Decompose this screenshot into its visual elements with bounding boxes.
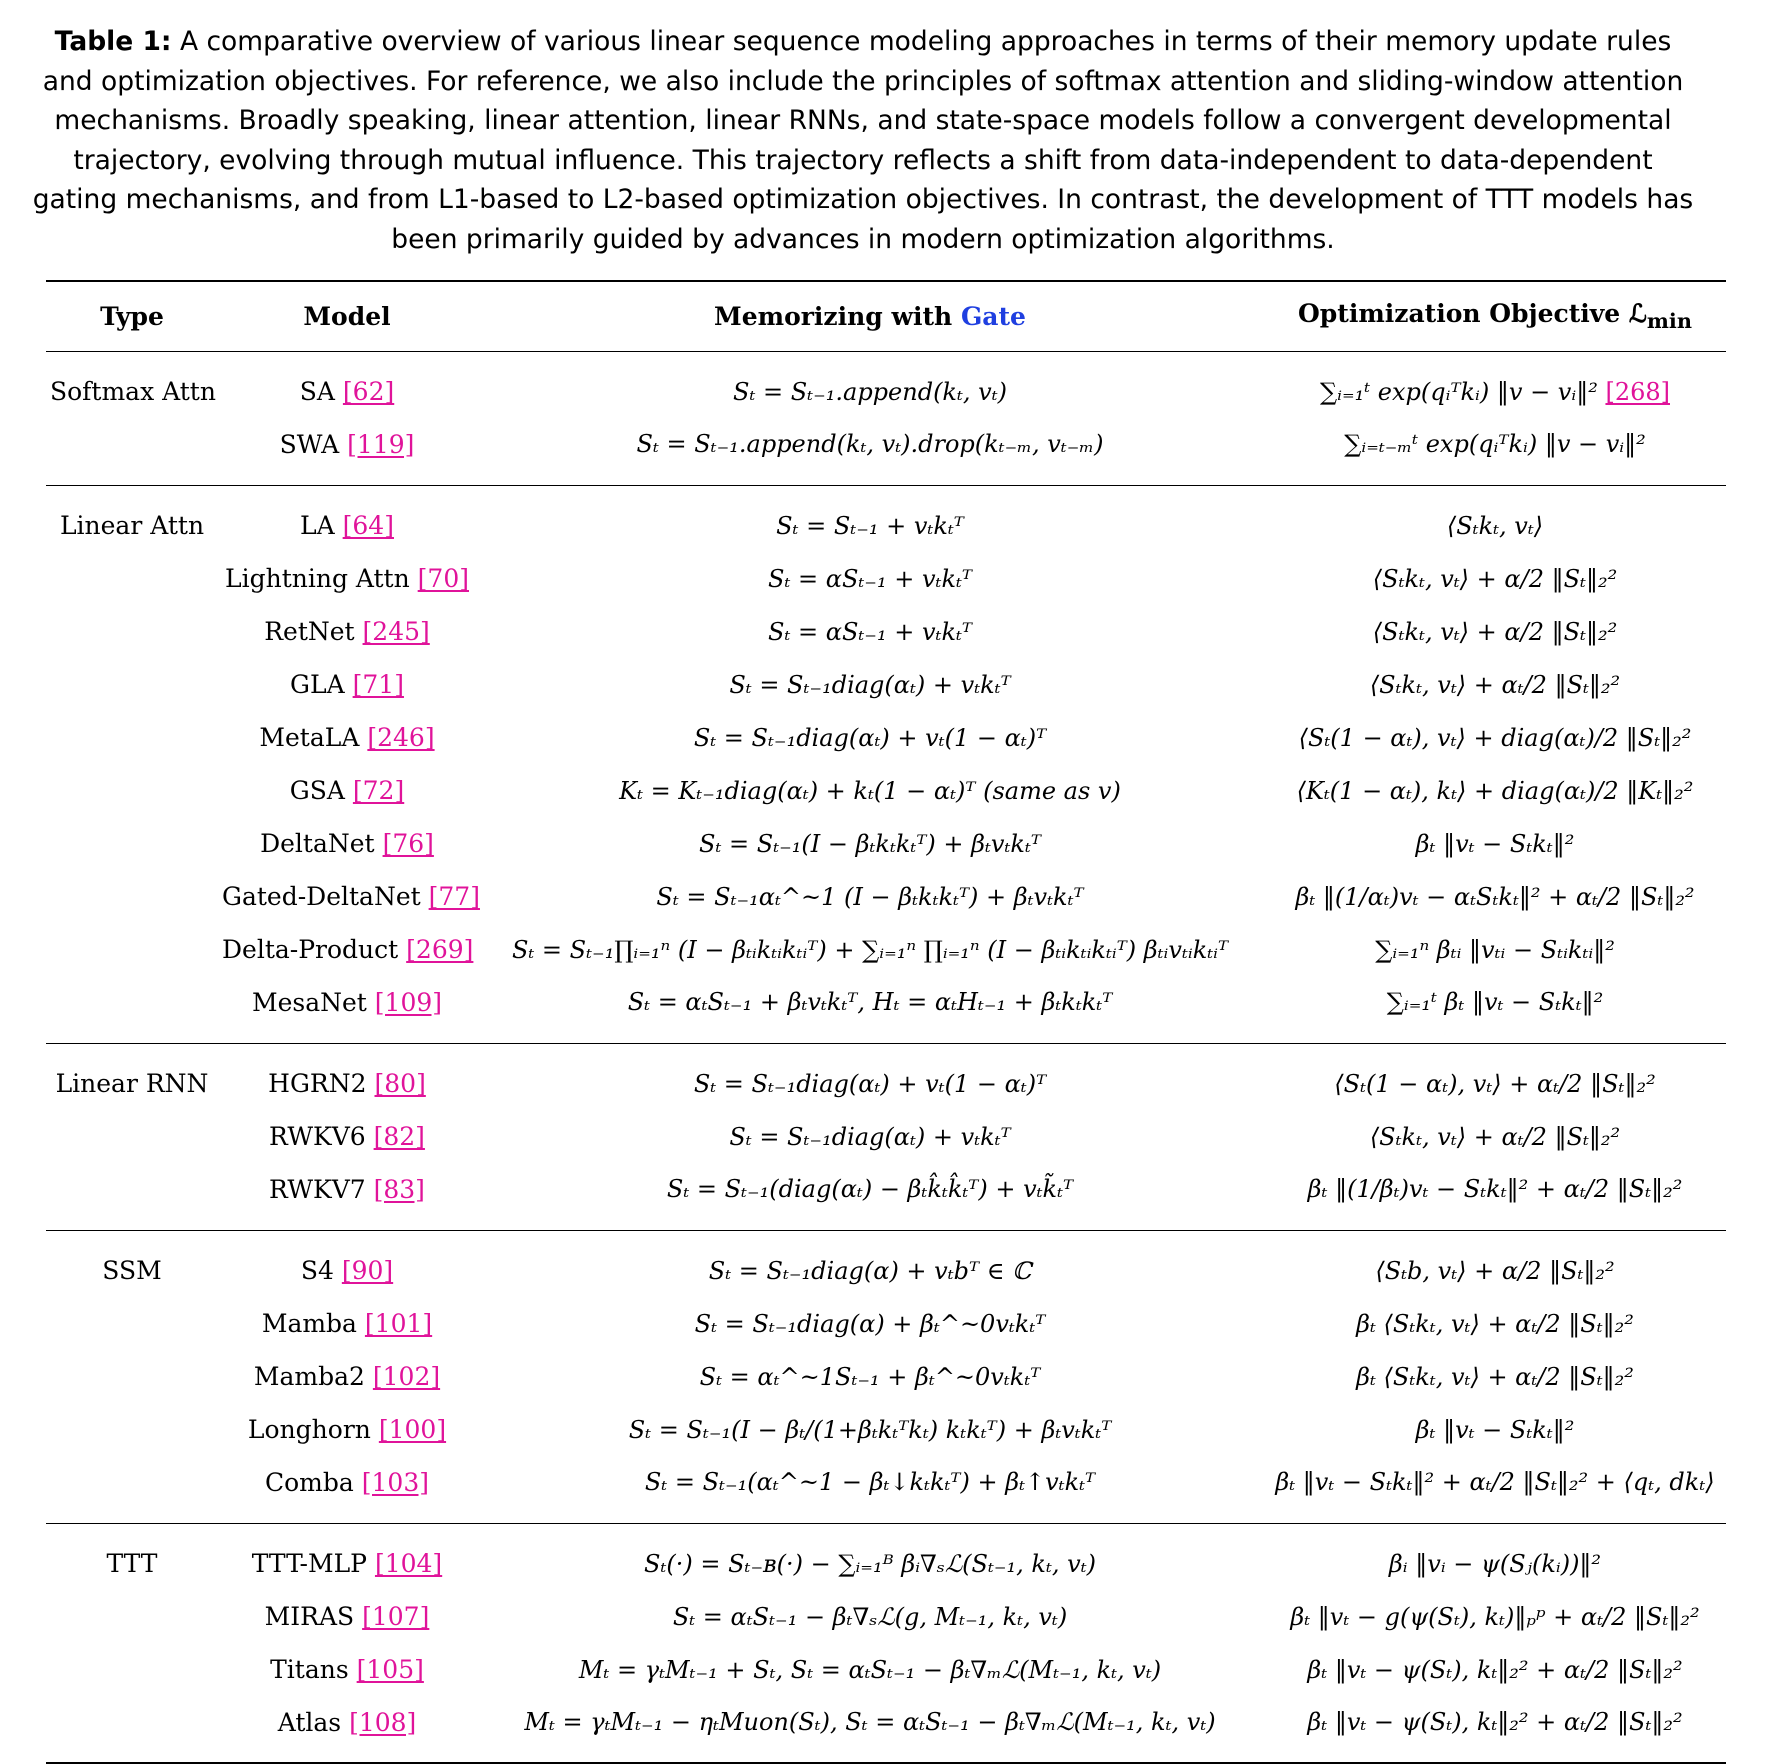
cell-type bbox=[46, 711, 218, 764]
objective-formula: ⟨Sₜkₜ, vₜ⟩ + α/2 ‖Sₜ‖₂² bbox=[1372, 617, 1618, 646]
cell-type bbox=[46, 870, 218, 923]
citation-link[interactable]: [62] bbox=[342, 377, 395, 407]
cell-memory-update: Sₜ = αSₜ₋₁ + vₜkₜᵀ bbox=[768, 617, 972, 646]
table-row bbox=[46, 351, 1726, 418]
cell-memory-update: Sₜ = Sₜ₋₁diag(αₜ) + vₜkₜᵀ bbox=[729, 670, 1011, 699]
objective-formula: βₜ ‖vₜ − Sₜkₜ‖² + αₜ/2 ‖Sₜ‖₂² + ⟨qₜ, dkₜ⟩ bbox=[1275, 1468, 1715, 1497]
cell-model bbox=[218, 485, 476, 552]
cell-objective bbox=[1264, 605, 1726, 658]
cell-objective bbox=[1264, 870, 1726, 923]
cell-type bbox=[46, 1350, 218, 1403]
citation-link[interactable]: [119] bbox=[347, 429, 415, 459]
table-row bbox=[46, 1110, 1726, 1163]
objective-formula: βₜ ‖vₜ − ψ(Sₜ), kₜ‖₂² + αₜ/2 ‖Sₜ‖₂² bbox=[1307, 1655, 1683, 1684]
citation-link[interactable]: [105] bbox=[356, 1655, 424, 1684]
objective-formula: ∑ᵢ₌₁ᵗ βₜ ‖vₜ − Sₜkₜ‖² bbox=[1386, 988, 1604, 1017]
cell-objective bbox=[1264, 552, 1726, 605]
header-objective-sub: min bbox=[1646, 308, 1692, 334]
cell-type bbox=[46, 418, 218, 485]
table-row bbox=[46, 658, 1726, 711]
citation-link[interactable]: [70] bbox=[417, 564, 469, 593]
cell-model bbox=[218, 418, 476, 485]
cell-objective bbox=[1264, 1163, 1726, 1230]
cell-model bbox=[218, 1163, 476, 1230]
cell-memory-update: Mₜ = γₜMₜ₋₁ + Sₜ, Sₜ = αₜSₜ₋₁ − βₜ∇ₘℒ(Mₜ₋₁, kₜ, vₜ) bbox=[578, 1655, 1162, 1684]
cell-objective bbox=[1264, 976, 1726, 1043]
objective-formula: ⟨Sₜ(1 − αₜ), vₜ⟩ + diag(αₜ)/2 ‖Sₜ‖₂² bbox=[1298, 723, 1692, 752]
model-name: Longhorn bbox=[247, 1415, 371, 1444]
objective-formula: ⟨Sₜb, vₜ⟩ + α/2 ‖Sₜ‖₂² bbox=[1375, 1256, 1615, 1285]
cell-objective bbox=[1264, 1350, 1726, 1403]
cell-model bbox=[218, 1403, 476, 1456]
model-name: HGRN2 bbox=[268, 1069, 367, 1099]
objective-formula: ⟨Kₜ(1 − αₜ), kₜ⟩ + diag(αₜ)/2 ‖Kₜ‖₂² bbox=[1296, 776, 1694, 805]
citation-link[interactable]: [77] bbox=[428, 882, 480, 911]
citation-link[interactable]: [245] bbox=[362, 617, 430, 646]
objective-formula: ⟨Sₜkₜ, vₜ⟩ + αₜ/2 ‖Sₜ‖₂² bbox=[1369, 670, 1621, 699]
table-row bbox=[46, 870, 1726, 923]
table-row bbox=[46, 1043, 1726, 1110]
cell-type bbox=[46, 1297, 218, 1350]
cell-memory-update: Sₜ = αₜSₜ₋₁ + βₜvₜkₜᵀ, Hₜ = αₜHₜ₋₁ + βₜkₜkₜᵀ bbox=[627, 988, 1113, 1017]
model-name: S4 bbox=[300, 1256, 334, 1286]
cell-objective bbox=[1264, 817, 1726, 870]
cell-model bbox=[218, 764, 476, 817]
cell-objective bbox=[1264, 1110, 1726, 1163]
cell-objective bbox=[1264, 1297, 1726, 1350]
objective-formula: βₜ ‖vₜ − Sₜkₜ‖² bbox=[1415, 829, 1575, 858]
cell-memory-update: Sₜ = Sₜ₋₁diag(α) + βₜ^~0vₜkₜᵀ bbox=[694, 1309, 1046, 1338]
cell-type bbox=[46, 1590, 218, 1643]
model-name: Mamba bbox=[261, 1309, 357, 1338]
table-row bbox=[46, 1456, 1726, 1523]
cell-model bbox=[218, 976, 476, 1043]
header-type: Type bbox=[46, 281, 218, 351]
cell-objective bbox=[1264, 1456, 1726, 1523]
cell-type bbox=[46, 1403, 218, 1456]
citation-link[interactable]: [71] bbox=[352, 670, 404, 699]
cell-objective bbox=[1264, 1230, 1726, 1297]
cell-model bbox=[218, 552, 476, 605]
citation-link[interactable]: [72] bbox=[352, 776, 405, 805]
header-memorizing-label: Memorizing with bbox=[714, 301, 953, 331]
objective-formula: ∑ᵢ₌ₜ₋ₘᵗ exp(qᵢᵀkᵢ) ‖v − vᵢ‖² bbox=[1344, 430, 1646, 459]
cell-memory-update: Sₜ = Sₜ₋₁.append(kₜ, vₜ).drop(kₜ₋ₘ, vₜ₋ₘ) bbox=[636, 430, 1104, 459]
cell-model bbox=[218, 1297, 476, 1350]
model-name: LA bbox=[300, 511, 335, 541]
model-name: MesaNet bbox=[251, 987, 367, 1017]
table-row bbox=[46, 1163, 1726, 1230]
table-header-row bbox=[46, 281, 1726, 351]
model-name: Titans bbox=[270, 1655, 349, 1684]
table-row bbox=[46, 605, 1726, 658]
model-name: DeltaNet bbox=[260, 829, 375, 858]
model-name: SA bbox=[299, 377, 335, 407]
cell-model bbox=[218, 1110, 476, 1163]
table-row bbox=[46, 485, 1726, 552]
citation-link[interactable]: [101] bbox=[364, 1309, 433, 1338]
objective-formula: ∑ᵢ₌₁ᵗ exp(qᵢᵀkᵢ) ‖v − vᵢ‖² bbox=[1319, 377, 1598, 406]
model-name: GSA bbox=[289, 776, 345, 805]
cell-model bbox=[218, 1643, 476, 1696]
cell-memory-update: Sₜ = αSₜ₋₁ + vₜkₜᵀ bbox=[768, 564, 972, 593]
header-memorizing bbox=[476, 281, 1264, 351]
cell-type bbox=[46, 658, 218, 711]
cell-type bbox=[46, 976, 218, 1043]
cell-type bbox=[46, 1643, 218, 1696]
cell-type bbox=[46, 764, 218, 817]
cell-model bbox=[218, 1456, 476, 1523]
citation-link[interactable]: [80] bbox=[374, 1069, 426, 1099]
header-objective bbox=[1264, 281, 1726, 351]
citation-link[interactable]: [246] bbox=[367, 723, 435, 752]
objective-formula: βₜ ‖(1/αₜ)vₜ − αₜSₜkₜ‖² + αₜ/2 ‖Sₜ‖₂² bbox=[1295, 882, 1695, 911]
citation-link[interactable]: [64] bbox=[342, 511, 394, 541]
model-name: Comba bbox=[265, 1467, 354, 1497]
cell-type: Softmax Attn bbox=[50, 377, 216, 407]
cell-memory-update: Sₜ = Sₜ₋₁αₜ^~1 (I − βₜkₜkₜᵀ) + βₜvₜkₜᵀ bbox=[656, 882, 1084, 911]
objective-formula: ⟨Sₜ(1 − αₜ), vₜ⟩ + αₜ/2 ‖Sₜ‖₂² bbox=[1334, 1069, 1656, 1098]
cell-model bbox=[218, 1230, 476, 1297]
model-name: Mamba2 bbox=[253, 1362, 365, 1391]
cell-model bbox=[218, 870, 480, 923]
table-row bbox=[46, 976, 1726, 1043]
cell-model bbox=[218, 351, 476, 418]
cell-objective bbox=[1264, 485, 1726, 552]
table-row bbox=[46, 923, 1726, 976]
table-caption bbox=[28, 22, 1698, 259]
citation-link[interactable]: [82] bbox=[373, 1122, 425, 1151]
table-row bbox=[46, 418, 1726, 485]
cell-type bbox=[46, 1163, 218, 1230]
citation-link[interactable]: [83] bbox=[373, 1174, 425, 1204]
cell-type: Linear Attn bbox=[59, 511, 205, 541]
citation-link[interactable]: [90] bbox=[341, 1256, 394, 1286]
cell-memory-update: Sₜ = Sₜ₋₁diag(αₜ) + vₜkₜᵀ bbox=[729, 1122, 1011, 1151]
cell-objective bbox=[1264, 764, 1726, 817]
objective-formula: βₜ ‖(1/βₜ)vₜ − Sₜkₜ‖² + αₜ/2 ‖Sₜ‖₂² bbox=[1307, 1175, 1683, 1204]
objective-formula: βₜ ⟨Sₜkₜ, vₜ⟩ + αₜ/2 ‖Sₜ‖₂² bbox=[1356, 1309, 1634, 1338]
header-gate-word: Gate bbox=[960, 301, 1026, 331]
cell-memory-update: Sₜ = Sₜ₋₁(I − βₜ/(1+βₜkₜᵀkₜ) kₜkₜᵀ) + βₜvₜkₜᵀ bbox=[628, 1415, 1112, 1444]
group-linear-rnn bbox=[46, 1043, 1726, 1230]
table-row bbox=[46, 1590, 1726, 1643]
objective-formula: ⟨Sₜkₜ, vₜ⟩ + α/2 ‖Sₜ‖₂² bbox=[1372, 564, 1618, 593]
citation-link[interactable]: [107] bbox=[362, 1602, 430, 1631]
caption-label: Table 1: bbox=[54, 26, 172, 57]
cell-objective bbox=[1264, 1523, 1726, 1590]
cell-memory-update: Sₜ = Sₜ₋₁diag(αₜ) + vₜ(1 − αₜ)ᵀ bbox=[693, 1069, 1047, 1098]
cell-objective bbox=[1264, 1043, 1726, 1110]
citation-link[interactable]: [108] bbox=[349, 1707, 417, 1737]
cell-model bbox=[218, 923, 476, 976]
cell-model bbox=[218, 605, 476, 658]
cell-type bbox=[46, 1110, 218, 1163]
model-name: Atlas bbox=[277, 1707, 342, 1737]
cell-type: TTT bbox=[106, 1549, 158, 1579]
header-objective-label: Optimization Objective ℒ bbox=[1298, 299, 1647, 329]
table-row bbox=[46, 552, 1726, 605]
table-row bbox=[46, 1403, 1726, 1456]
cell-type bbox=[46, 605, 218, 658]
cell-memory-update: Sₜ(·) = Sₜ₋ʙ(·) − ∑ᵢ₌₁ᴮ βᵢ∇ₛℒ(Sₜ₋₁, kₜ, vₜ) bbox=[644, 1549, 1096, 1578]
table-row bbox=[46, 1350, 1726, 1403]
model-name: MIRAS bbox=[264, 1602, 355, 1631]
table-row bbox=[46, 1230, 1726, 1297]
cell-memory-update: Sₜ = αₜSₜ₋₁ − βₜ∇ₛℒ(g, Mₜ₋₁, kₜ, vₜ) bbox=[672, 1602, 1068, 1631]
citation-link[interactable]: [104] bbox=[374, 1549, 443, 1579]
model-name: RWKV7 bbox=[269, 1174, 366, 1204]
model-name: TTT-MLP bbox=[251, 1549, 367, 1579]
citation-link[interactable]: [76] bbox=[382, 829, 434, 858]
table-row bbox=[46, 817, 1726, 870]
cell-model bbox=[218, 711, 476, 764]
cell-objective bbox=[1264, 418, 1726, 485]
cell-model bbox=[218, 658, 476, 711]
citation-link[interactable]: [102] bbox=[372, 1362, 441, 1391]
cell-model bbox=[218, 1523, 476, 1590]
citation-link[interactable]: [103] bbox=[361, 1467, 429, 1497]
group-ttt bbox=[46, 1523, 1726, 1763]
citation-link[interactable]: [268] bbox=[1605, 377, 1670, 406]
table-row bbox=[46, 764, 1726, 817]
objective-formula: βₜ ‖vₜ − g(ψ(Sₜ), kₜ)‖ₚᵖ + αₜ/2 ‖Sₜ‖₂² bbox=[1290, 1602, 1700, 1631]
model-name: SWA bbox=[279, 429, 340, 459]
citation-link[interactable]: [269] bbox=[406, 935, 474, 964]
model-name: Delta-Product bbox=[222, 935, 399, 964]
cell-memory-update: Sₜ = Sₜ₋₁ + vₜkₜᵀ bbox=[776, 511, 964, 540]
cell-type: SSM bbox=[102, 1256, 162, 1286]
cell-type: Linear RNN bbox=[55, 1069, 209, 1099]
model-name: RWKV6 bbox=[269, 1122, 366, 1151]
cell-memory-update: Sₜ = Sₜ₋₁diag(αₜ) + vₜ(1 − αₜ)ᵀ bbox=[693, 723, 1047, 752]
model-name: GLA bbox=[290, 670, 345, 699]
objective-formula: βᵢ ‖vᵢ − ψ(Sⱼ(kᵢ))‖² bbox=[1388, 1549, 1602, 1578]
objective-formula: ∑ᵢ₌₁ⁿ βₜᵢ ‖vₜᵢ − Sₜᵢkₜᵢ‖² bbox=[1375, 935, 1615, 964]
cell-type bbox=[46, 1456, 218, 1523]
model-name: RetNet bbox=[264, 617, 355, 646]
table-row bbox=[46, 1643, 1726, 1696]
cell-memory-update: Kₜ = Kₜ₋₁diag(αₜ) + kₜ(1 − αₜ)ᵀ (same as v) bbox=[619, 776, 1121, 805]
citation-link[interactable]: [100] bbox=[378, 1415, 447, 1444]
objective-formula: βₜ ‖vₜ − ψ(Sₜ), kₜ‖₂² + αₜ/2 ‖Sₜ‖₂² bbox=[1307, 1708, 1683, 1736]
model-name: MetaLA bbox=[259, 723, 360, 752]
cell-type bbox=[46, 552, 218, 605]
group-ssm bbox=[46, 1230, 1726, 1523]
cell-model bbox=[218, 1590, 476, 1643]
table-row bbox=[46, 711, 1726, 764]
cell-memory-update: Sₜ = Sₜ₋₁(αₜ^~1 − βₜ↓kₜkₜᵀ) + βₜ↑vₜkₜᵀ bbox=[644, 1468, 1096, 1497]
comparison-table bbox=[46, 280, 1726, 1764]
model-name: Lightning Attn bbox=[225, 564, 410, 593]
cell-memory-update: Sₜ = αₜ^~1Sₜ₋₁ + βₜ^~0vₜkₜᵀ bbox=[699, 1362, 1041, 1391]
header-model: Model bbox=[218, 281, 476, 351]
cell-objective bbox=[1264, 1403, 1726, 1456]
citation-link[interactable]: [109] bbox=[374, 987, 443, 1017]
cell-objective bbox=[1264, 923, 1726, 976]
group-softmax-attn bbox=[46, 351, 1726, 485]
model-name: Gated-DeltaNet bbox=[222, 882, 421, 911]
cell-memory-update: Mₜ = γₜMₜ₋₁ − ηₜMuon(Sₜ), Sₜ = αₜSₜ₋₁ − βₜ∇ₘℒ(Mₜ₋₁, kₜ, vₜ) bbox=[524, 1708, 1216, 1736]
cell-model bbox=[218, 1350, 476, 1403]
cell-model bbox=[218, 1043, 476, 1110]
cell-model bbox=[218, 817, 476, 870]
table-row bbox=[46, 1523, 1726, 1590]
group-linear-attn bbox=[46, 485, 1726, 1043]
objective-formula: βₜ ⟨Sₜkₜ, vₜ⟩ + αₜ/2 ‖Sₜ‖₂² bbox=[1356, 1362, 1634, 1391]
cell-memory-update: Sₜ = Sₜ₋₁.append(kₜ, vₜ) bbox=[733, 377, 1007, 406]
caption-text: A comparative overview of various linear sequence modeling approaches in terms of their memory update rules and optimization objectives. For reference, we also include the principles of softmax attention and sliding-window attention mechanisms. Broadly speaking, linear attention, linear RNNs, and state-space models follow a convergent developmental trajectory, evolving through mutual influence. This trajectory reflects a shift from data-independent to data-dependent gating mechanisms, and from L1-based to L2-based optimization objectives. In contrast, the development of TTT models has been primarily guided by advances in modern optimization algorithms. bbox=[32, 26, 1694, 255]
table-row bbox=[46, 1297, 1726, 1350]
cell-objective bbox=[1264, 351, 1726, 418]
cell-memory-update: Sₜ = Sₜ₋₁(I − βₜkₜkₜᵀ) + βₜvₜkₜᵀ bbox=[699, 829, 1041, 858]
cell-memory-update: Sₜ = Sₜ₋₁diag(α) + vₜbᵀ ∈ ℂ bbox=[708, 1256, 1032, 1285]
cell-objective bbox=[1264, 1643, 1726, 1696]
objective-formula: ⟨Sₜkₜ, vₜ⟩ + αₜ/2 ‖Sₜ‖₂² bbox=[1369, 1122, 1621, 1151]
objective-formula: βₜ ‖vₜ − Sₜkₜ‖² bbox=[1415, 1415, 1575, 1444]
cell-objective bbox=[1264, 658, 1726, 711]
cell-objective bbox=[1264, 1590, 1726, 1643]
objective-formula: ⟨Sₜkₜ, vₜ⟩ bbox=[1446, 511, 1544, 540]
cell-objective bbox=[1264, 711, 1726, 764]
cell-type bbox=[46, 923, 218, 976]
cell-memory-update: Sₜ = Sₜ₋₁(diag(αₜ) − βₜk̂ₜk̂ₜᵀ) + vₜk̃ₜᵀ bbox=[666, 1175, 1074, 1204]
cell-type bbox=[46, 817, 218, 870]
cell-memory-update: Sₜ = Sₜ₋₁∏ᵢ₌₁ⁿ (I − βₜᵢkₜᵢkₜᵢᵀ) + ∑ᵢ₌₁ⁿ ∏ᵢ₌₁ⁿ (I − βₜᵢkₜᵢkₜᵢᵀ) βₜᵢvₜᵢkₜᵢᵀ bbox=[511, 935, 1229, 964]
